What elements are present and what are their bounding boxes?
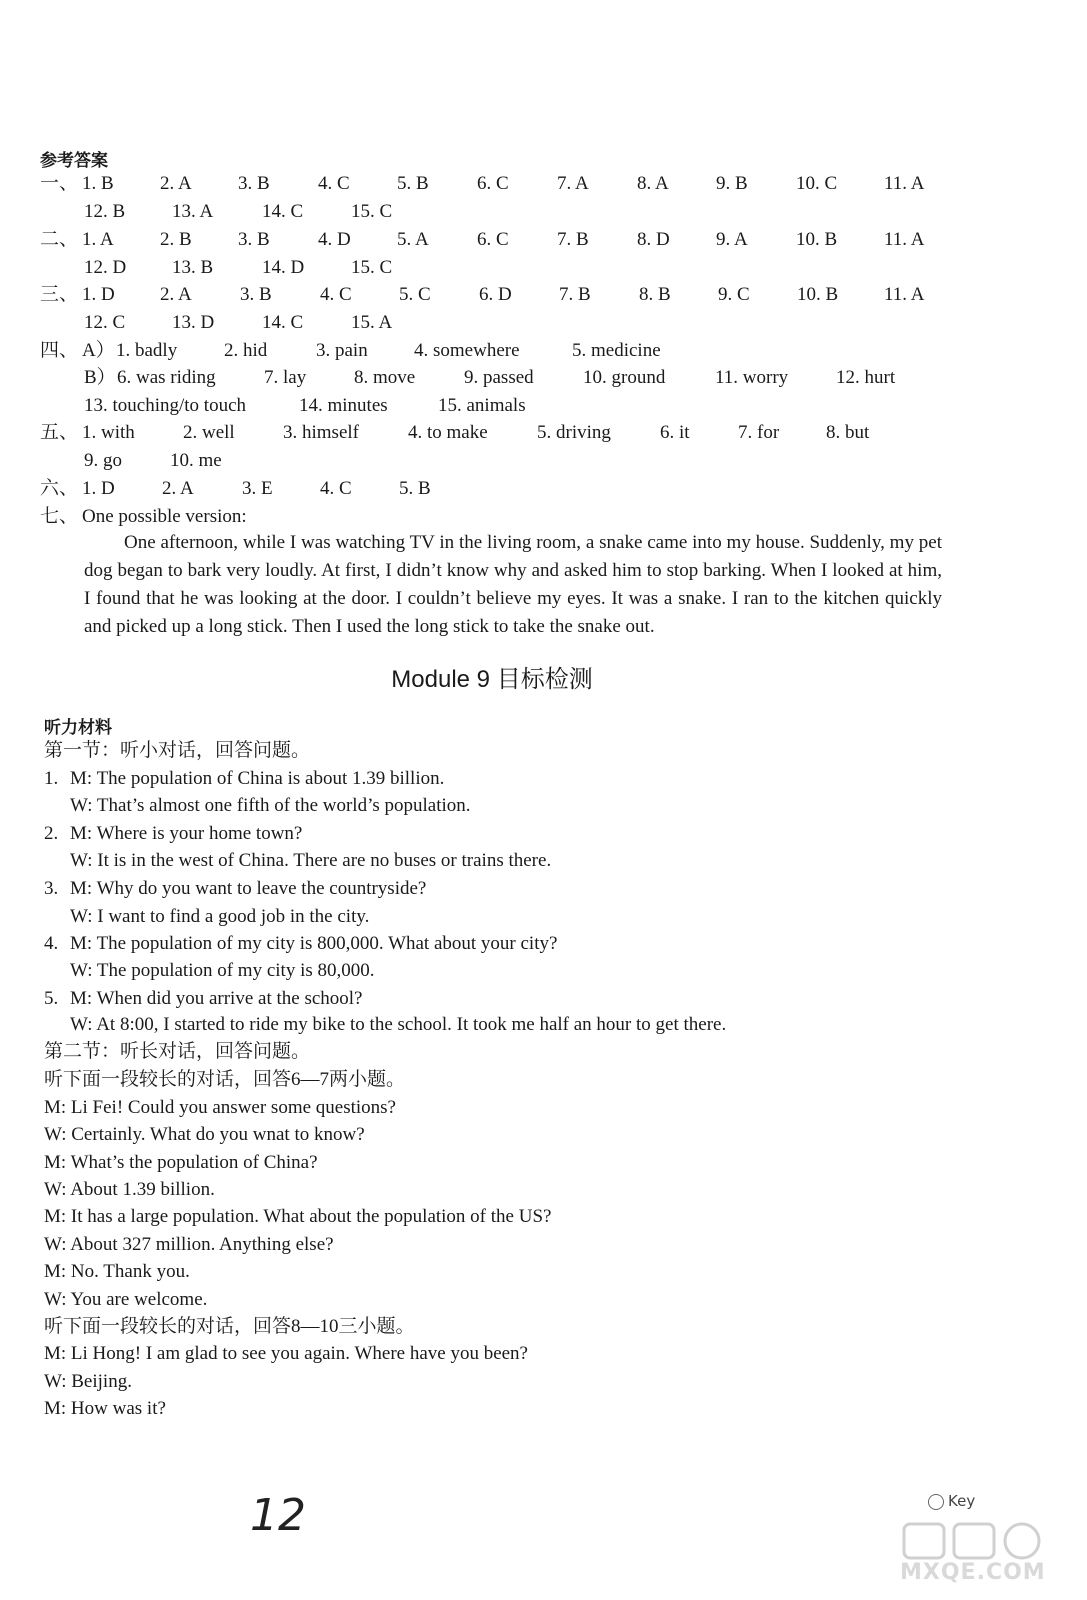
answer-item: 5. B: [399, 478, 431, 499]
essay-text: [84, 529, 942, 641]
answer-item: 11. A: [884, 173, 925, 194]
key-icon: [928, 1494, 944, 1510]
dialog-number: 4.: [44, 933, 59, 954]
answer-item: 2. A: [160, 173, 192, 194]
answer-item: 12. B: [84, 201, 126, 222]
dialog-number: 2.: [44, 823, 59, 844]
answer-item: 7. A: [557, 173, 589, 194]
dialog-line-w: W: I want to find a good job in the city.: [70, 906, 370, 927]
answer-item: 3. B: [238, 229, 270, 250]
section2-marker: 二、: [40, 229, 79, 250]
answer-item: 1. A: [82, 229, 114, 250]
dialog-line: W: About 1.39 billion.: [44, 1179, 215, 1200]
page-number: 12: [250, 1490, 306, 1541]
answer-item: 6. it: [660, 422, 690, 443]
dialog-line-m: M: Where is your home town?: [70, 823, 303, 844]
dialog-number: 3.: [44, 878, 59, 899]
answer-item: 6. C: [477, 229, 509, 250]
dialog-line: M: No. Thank you.: [44, 1261, 190, 1282]
dialog-number: 1.: [44, 768, 59, 789]
dialog-line-w: W: The population of my city is 80,000.: [70, 960, 375, 981]
answer-item: 9. B: [716, 173, 748, 194]
part2-title: 第二节：听长对话，回答问题。: [44, 1041, 311, 1062]
answer-item: 6. C: [477, 173, 509, 194]
section1-marker: 一、: [40, 173, 79, 194]
answer-item: 3. E: [242, 478, 273, 499]
answer-item: 4. to make: [408, 422, 488, 443]
answer-item: 5. driving: [537, 422, 611, 443]
dialog-line: M: Li Fei! Could you answer some questions?: [44, 1097, 396, 1118]
answer-item: 4. D: [318, 229, 351, 250]
answer-item: 10. B: [796, 229, 838, 250]
dialog-line-w: W: That’s almost one fifth of the world’s population.: [70, 795, 471, 816]
answer-item: 8. A: [637, 173, 669, 194]
answer-item: 2. hid: [224, 340, 268, 361]
answer-item: 11. worry: [715, 367, 789, 388]
section6-marker: 六、: [40, 478, 79, 499]
part1-title: 第一节：听小对话，回答问题。: [44, 740, 311, 761]
watermark-logo-icon: [900, 1520, 1050, 1562]
answer-item: 3. B: [240, 284, 272, 305]
answer-item: 7. for: [738, 422, 780, 443]
dialog-line-w: W: At 8:00, I started to ride my bike to the school. It took me half an hour to get there.: [70, 1014, 727, 1035]
answer-item: 9. C: [718, 284, 750, 305]
answer-item: 8. B: [639, 284, 671, 305]
section3-marker: 三、: [40, 284, 79, 305]
answer-item: 5. B: [397, 173, 429, 194]
answer-item: 3. himself: [283, 422, 359, 443]
dialog-line: M: How was it?: [44, 1398, 166, 1419]
answer-item: 15. C: [351, 201, 393, 222]
section7-marker: 七、: [40, 506, 79, 527]
answer-item: 9. go: [84, 450, 122, 471]
answer-item: 2. well: [183, 422, 235, 443]
answer-item: 2. A: [160, 284, 192, 305]
answer-item: 3. B: [238, 173, 270, 194]
answer-item: 10. C: [796, 173, 838, 194]
answer-item: 10. me: [170, 450, 222, 471]
answer-item: 7. lay: [264, 367, 307, 388]
answers-heading: 参考答案: [40, 151, 108, 171]
answer-item: 2. A: [162, 478, 194, 499]
dialog-line: W: Certainly. What do you wnat to know?: [44, 1124, 365, 1145]
section4-part-b: B）: [84, 367, 116, 388]
dialog-line: W: You are welcome.: [44, 1289, 208, 1310]
answer-item: 4. C: [320, 478, 352, 499]
answer-item: 14. C: [262, 312, 304, 333]
answer-item: 13. B: [172, 257, 214, 278]
answer-item: 14. D: [262, 257, 305, 278]
answer-item: 7. B: [557, 229, 589, 250]
answer-item: 4. somewhere: [414, 340, 520, 361]
section5-marker: 五、: [40, 422, 79, 443]
answer-item: 11. A: [884, 284, 925, 305]
answer-item: 13. D: [172, 312, 215, 333]
dialog-line-m: M: When did you arrive at the school?: [70, 988, 363, 1009]
answer-item: 1. D: [82, 478, 115, 499]
dialog-line: W: About 327 million. Anything else?: [44, 1234, 334, 1255]
answer-item: 8. D: [637, 229, 670, 250]
answer-item: 9. passed: [464, 367, 534, 388]
answer-item: 15. C: [351, 257, 393, 278]
section4-part-a: A）: [82, 340, 115, 361]
section4-marker: 四、: [40, 340, 79, 361]
module-title: Module 9 目标检测: [391, 666, 593, 693]
answer-item: 6. was riding: [117, 367, 216, 388]
answer-item: 13. A: [172, 201, 214, 222]
answer-item: 6. D: [479, 284, 512, 305]
footer-key: [928, 1492, 975, 1510]
answer-item: 1. D: [82, 284, 115, 305]
watermark: [900, 1520, 1050, 1585]
watermark-text: MXQE.COM: [900, 1560, 1046, 1585]
answer-item: 1. with: [82, 422, 135, 443]
answer-item: 10. B: [797, 284, 839, 305]
answer-item: 8. move: [354, 367, 416, 388]
dialog-line-m: M: Why do you want to leave the countryside?: [70, 878, 427, 899]
answer-item: 1. badly: [116, 340, 178, 361]
answer-item: 13. touching/to touch: [84, 395, 247, 416]
essay-intro: One possible version:: [82, 506, 247, 527]
answer-item: 15. A: [351, 312, 393, 333]
answer-item: 3. pain: [316, 340, 368, 361]
dialog-line: M: It has a large population. What about the population of the US?: [44, 1206, 552, 1227]
answer-item: 4. C: [318, 173, 350, 194]
dialog-line: M: Li Hong! I am glad to see you again. Where have you been?: [44, 1343, 528, 1364]
answer-item: 5. medicine: [572, 340, 661, 361]
dialog-line-m: M: The population of China is about 1.39 billion.: [70, 768, 445, 789]
dialog-number: 5.: [44, 988, 59, 1009]
answer-item: 10. ground: [583, 367, 666, 388]
answer-item: 12. hurt: [836, 367, 896, 388]
dialog-line: W: Beijing.: [44, 1371, 132, 1392]
answer-item: 11. A: [884, 229, 925, 250]
dialog-line: M: What’s the population of China?: [44, 1152, 318, 1173]
answer-item: 5. A: [397, 229, 429, 250]
dialog-line-m: M: The population of my city is 800,000. What about your city?: [70, 933, 558, 954]
answer-item: 15. animals: [438, 395, 526, 416]
answer-item: 12. C: [84, 312, 126, 333]
answer-item: 8. but: [826, 422, 870, 443]
answer-item: 14. C: [262, 201, 304, 222]
answer-item: 5. C: [399, 284, 431, 305]
listening-heading: 听力材料: [44, 718, 112, 738]
essay-paragraph: One afternoon, while I was watching TV in the living room, a snake came into my house. Suddenly, my pet dog began to bark very loudly. At first, I didn’t know why and asked him to stop barking. When I looked at him, I found that he was looking at the door. I couldn’t believe my eyes. It was a snake. I ran to the kitchen quickly and picked up a long stick. Then I used the long stick to take the snake out.: [84, 532, 942, 637]
answer-item: 14. minutes: [299, 395, 388, 416]
answer-item: 1. B: [82, 173, 114, 194]
answer-item: 12. D: [84, 257, 127, 278]
answer-item: 4. C: [320, 284, 352, 305]
answer-item: 9. A: [716, 229, 748, 250]
long-dialog-1-intro: 听下面一段较长的对话，回答6—7两小题。: [44, 1069, 406, 1090]
answer-item: 2. B: [160, 229, 192, 250]
footer-key-label: Key: [948, 1492, 976, 1510]
answer-item: 7. B: [559, 284, 591, 305]
dialog-line-w: W: It is in the west of China. There are no buses or trains there.: [70, 850, 552, 871]
long-dialog-2-intro: 听下面一段较长的对话，回答8—10三小题。: [44, 1316, 415, 1337]
